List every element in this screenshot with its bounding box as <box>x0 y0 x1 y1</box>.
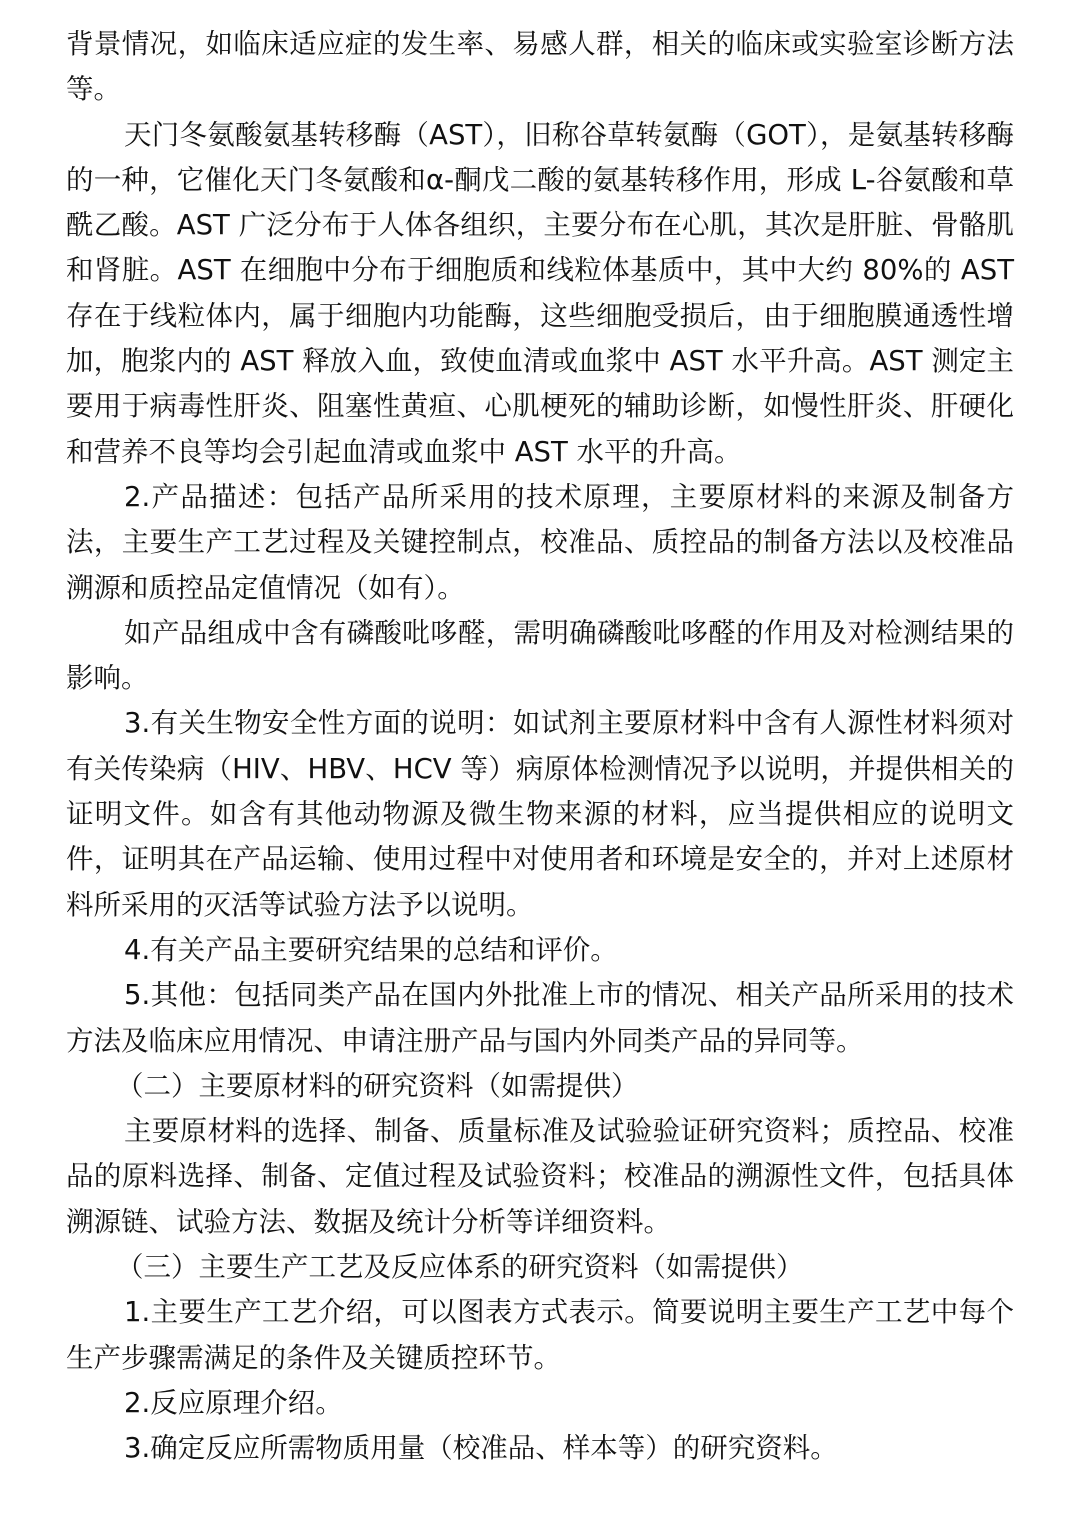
paragraph-other: 5.其他：包括同类产品在国内外批准上市的情况、相关产品所采用的技术方法及临床应用情况、申请注册产品与国内外同类产品的异同等。 <box>66 979 1014 1057</box>
paragraph-background-continued: 背景情况，如临床适应症的发生率、易感人群，相关的临床或实验室诊断方法等。 <box>66 28 1014 106</box>
section-heading-production-process: （三）主要生产工艺及反应体系的研究资料（如需提供） <box>116 1251 804 1284</box>
paragraph-reaction-principle: 2.反应原理介绍。 <box>124 1386 343 1419</box>
paragraph-ast-description: 天门冬氨酸氨基转移酶（AST），旧称谷草转氨酶（GOT），是氨基转移酶的一种，它催化天门冬氨酸和α-酮戊二酸的氨基转移作用，形成 L-谷氨酸和草酰乙酸。AST 广泛分布于人体各组织，主要分布在心肌，其次是肝脏、骨骼肌和肾脏。AST 在细胞中分布于细胞质和线粒体基质中，其中大约 80%的 AST 存在于线粒体内，属于细胞内功能酶，这些细胞受损后，由于细胞膜通透性增加，胞浆内的 AST 释放入血，致使血清或血浆中 AST 水平升高。AST 测定主要用于病毒性肝炎、阻塞性黄疸、心肌梗死的辅助诊断，如慢性肝炎、肝硬化和营养不良等均会引起血清或血浆中 AST 水平的升高。 <box>66 118 1014 468</box>
paragraph-research-summary: 4.有关产品主要研究结果的总结和评价。 <box>124 933 618 966</box>
paragraph-pyridoxal-phosphate: 如产品组成中含有磷酸吡哆醛，需明确磷酸吡哆醛的作用及对检测结果的影响。 <box>66 616 1014 695</box>
paragraph-reagent-quantity: 3.确定反应所需物质用量（校准品、样本等）的研究资料。 <box>124 1432 838 1465</box>
paragraph-process-intro: 1.主要生产工艺介绍，可以图表方式表示。简要说明主要生产工艺中每个生产步骤需满足的条件及关键质控环节。 <box>66 1296 1014 1374</box>
section-heading-raw-materials: （二）主要原材料的研究资料（如需提供） <box>116 1069 639 1102</box>
paragraph-raw-materials: 主要原材料的选择、制备、质量标准及试验验证研究资料；质控品、校准品的原料选择、制备、定值过程及试验资料；校准品的溯源性文件，包括具体溯源链、试验方法、数据及统计分析等详细资料。 <box>66 1115 1014 1238</box>
paragraph-product-description: 2.产品描述：包括产品所采用的技术原理，主要原材料的来源及制备方法，主要生产工艺过程及关键控制点，校准品、质控品的制备方法以及校准品溯源和质控品定值情况（如有）。 <box>66 480 1014 604</box>
paragraph-biosafety: 3.有关生物安全性方面的说明：如试剂主要原材料中含有人源性材料须对有关传染病（HIV、HBV、HCV 等）病原体检测情况予以说明，并提供相关的证明文件。如含有其他动物源及微生物来源的材料，应当提供相应的说明文件，证明其在产品运输、使用过程中对使用者和环境是安全的，并对上述原材料所采用的灭活等试验方法予以说明。 <box>66 707 1014 921</box>
